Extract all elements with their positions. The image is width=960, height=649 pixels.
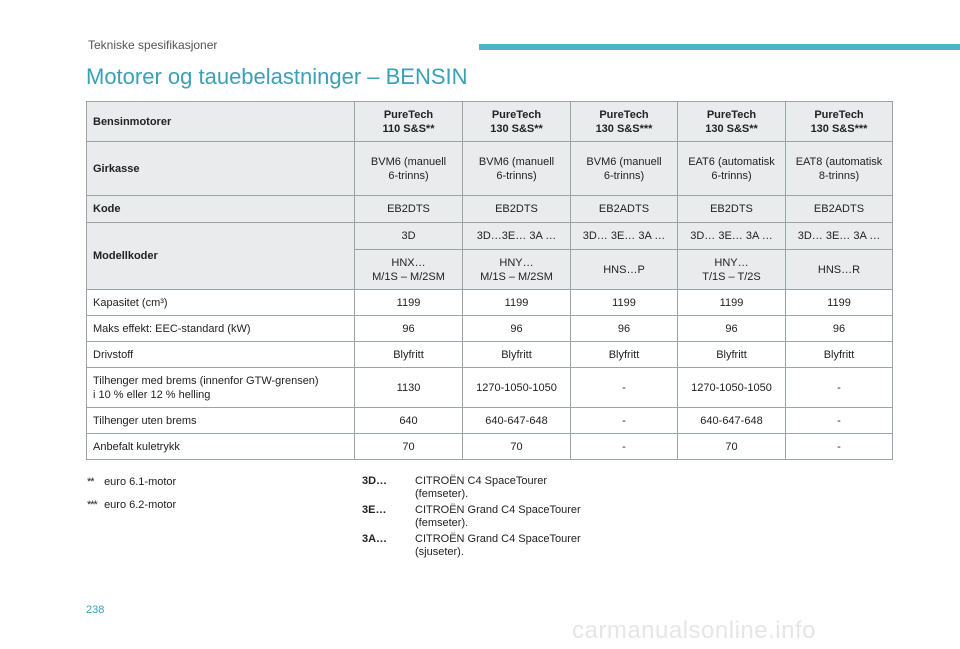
table-row <box>87 196 893 223</box>
table-cell: 1270-1050-1050 <box>678 368 786 408</box>
table-cell: - <box>571 368 678 408</box>
table-header-row <box>87 102 893 142</box>
table-cell: BVM6 (manuell 6-trinns) <box>571 142 678 196</box>
engine-column-header: PureTech 130 S&S*** <box>571 102 678 142</box>
header-label: Bensinmotorer <box>87 102 355 142</box>
row-label: Anbefalt kuletrykk <box>87 434 355 460</box>
table-cell: 640-647-648 <box>463 408 571 434</box>
table-cell: 640 <box>355 408 463 434</box>
table-cell: 1199 <box>355 290 463 316</box>
footnote: ** euro 6.1-motor <box>87 476 177 488</box>
table-cell: 1199 <box>571 290 678 316</box>
table-cell: 3D… 3E… 3A … <box>678 223 786 250</box>
code-key: 3D… <box>362 475 388 487</box>
engine-column-header: PureTech 130 S&S*** <box>786 102 893 142</box>
table-cell: 1130 <box>355 368 463 408</box>
table-cell: - <box>786 408 893 434</box>
table-cell: HNY… M/1S – M/2SM <box>463 250 571 290</box>
row-label: Tilhenger med brems (innenfor GTW-grensen) i 10 % eller 12 % helling <box>87 368 355 408</box>
footnotes <box>87 476 176 522</box>
table-cell: 96 <box>355 316 463 342</box>
watermark: carmanualsonline.info <box>572 617 816 644</box>
table-cell: 96 <box>463 316 571 342</box>
table-cell: EAT8 (automatisk 8-trinns) <box>786 142 893 196</box>
row-label: Kapasitet (cm³) <box>87 290 355 316</box>
code-value: CITROËN Grand C4 SpaceTourer (sjuseter). <box>415 533 581 558</box>
table-cell: 3D… 3E… 3A … <box>786 223 893 250</box>
table-cell: EB2DTS <box>355 196 463 223</box>
table-cell: BVM6 (manuell 6-trinns) <box>355 142 463 196</box>
table-cell: EB2DTS <box>678 196 786 223</box>
table-cell: HNY… T/1S – T/2S <box>678 250 786 290</box>
header-accent-bar <box>479 44 960 50</box>
row-label: Girkasse <box>87 142 355 196</box>
table-row <box>87 290 893 316</box>
table-cell: - <box>786 368 893 408</box>
table-row <box>87 342 893 368</box>
list-item <box>362 504 655 533</box>
table-row <box>87 142 893 196</box>
table-row <box>87 434 893 460</box>
row-label: Drivstoff <box>87 342 355 368</box>
engine-column-header: PureTech 130 S&S** <box>463 102 571 142</box>
table-cell: - <box>571 434 678 460</box>
model-code-legend <box>362 475 655 562</box>
table-cell: 1270-1050-1050 <box>463 368 571 408</box>
table-cell: - <box>786 434 893 460</box>
table-row <box>87 368 893 408</box>
table-cell: 70 <box>355 434 463 460</box>
footnote: *** euro 6.2-motor <box>87 499 177 511</box>
table-cell: EB2DTS <box>463 196 571 223</box>
table-cell: 96 <box>786 316 893 342</box>
row-label: Tilhenger uten brems <box>87 408 355 434</box>
section-label: Tekniske spesifikasjoner <box>88 38 218 52</box>
table-cell: 1199 <box>678 290 786 316</box>
engine-column-header: PureTech 130 S&S** <box>678 102 786 142</box>
table-cell: 1199 <box>463 290 571 316</box>
engine-column-header: PureTech 110 S&S** <box>355 102 463 142</box>
engine-spec-table <box>86 101 893 460</box>
table-cell: 70 <box>463 434 571 460</box>
table-cell: Blyfritt <box>678 342 786 368</box>
table-row <box>87 316 893 342</box>
code-value: CITROËN Grand C4 SpaceTourer (femseter). <box>415 504 581 529</box>
table-row <box>87 223 893 250</box>
table-cell: BVM6 (manuell 6-trinns) <box>463 142 571 196</box>
table-cell: EB2ADTS <box>571 196 678 223</box>
list-item <box>362 533 655 562</box>
table-cell: Blyfritt <box>571 342 678 368</box>
table-cell: 3D… 3E… 3A … <box>571 223 678 250</box>
table-cell: 70 <box>678 434 786 460</box>
code-key: 3A… <box>362 533 388 545</box>
row-label: Kode <box>87 196 355 223</box>
code-value: CITROËN C4 SpaceTourer (femseter). <box>415 475 548 500</box>
table-cell: Blyfritt <box>463 342 571 368</box>
table-cell: 3D…3E… 3A … <box>463 223 571 250</box>
table-cell: Blyfritt <box>355 342 463 368</box>
row-label: Modellkoder <box>87 223 355 290</box>
table-cell: 1199 <box>786 290 893 316</box>
table-cell: 96 <box>571 316 678 342</box>
table-cell: 640-647-648 <box>678 408 786 434</box>
row-label: Maks effekt: EEC-standard (kW) <box>87 316 355 342</box>
list-item <box>362 475 655 504</box>
table-cell: HNS…R <box>786 250 893 290</box>
table-cell: 3D <box>355 223 463 250</box>
table-cell: HNX… M/1S – M/2SM <box>355 250 463 290</box>
table-cell: EAT6 (automatisk 6-trinns) <box>678 142 786 196</box>
table-cell: EB2ADTS <box>786 196 893 223</box>
table-cell: 96 <box>678 316 786 342</box>
page-title: Motorer og tauebelastninger – BENSIN <box>86 64 468 89</box>
page-number: 238 <box>86 604 105 616</box>
table-cell: - <box>571 408 678 434</box>
table-cell: HNS…P <box>571 250 678 290</box>
code-key: 3E… <box>362 504 387 516</box>
table-row <box>87 408 893 434</box>
table-cell: Blyfritt <box>786 342 893 368</box>
